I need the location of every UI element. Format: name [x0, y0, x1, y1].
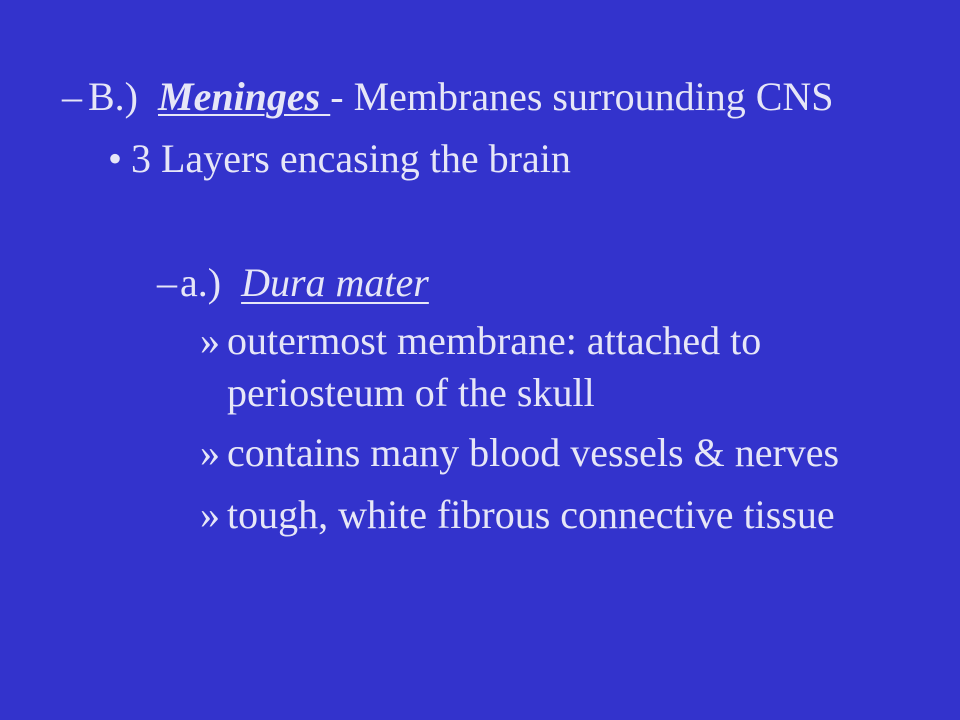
sub-point-bullet-marker: • — [108, 136, 123, 181]
detail-3-marker: » — [200, 492, 220, 537]
detail-1-line-2: periosteum of the skull — [227, 370, 595, 415]
heading-description: - Membranes surrounding CNS — [330, 74, 834, 119]
heading-dash-marker: – — [62, 74, 82, 119]
section-prefix: a.) — [180, 260, 242, 305]
section-dash-marker: – — [157, 260, 177, 305]
detail-2-line-1: contains many blood vessels & nerves — [227, 430, 840, 475]
section-line — [180, 260, 429, 306]
detail-2-marker: » — [200, 430, 220, 475]
dura-mater-term: Dura mater — [241, 260, 429, 305]
heading-prefix: B.) — [88, 74, 158, 119]
meninges-term: Meninges — [158, 74, 331, 119]
detail-1-line-1: outermost membrane: attached to — [227, 318, 762, 363]
heading-line — [88, 74, 834, 120]
detail-3-line-1: tough, white fibrous connective tissue — [227, 492, 835, 537]
sub-point-text: 3 Layers encasing the brain — [131, 136, 571, 181]
detail-1-marker: » — [200, 318, 220, 363]
